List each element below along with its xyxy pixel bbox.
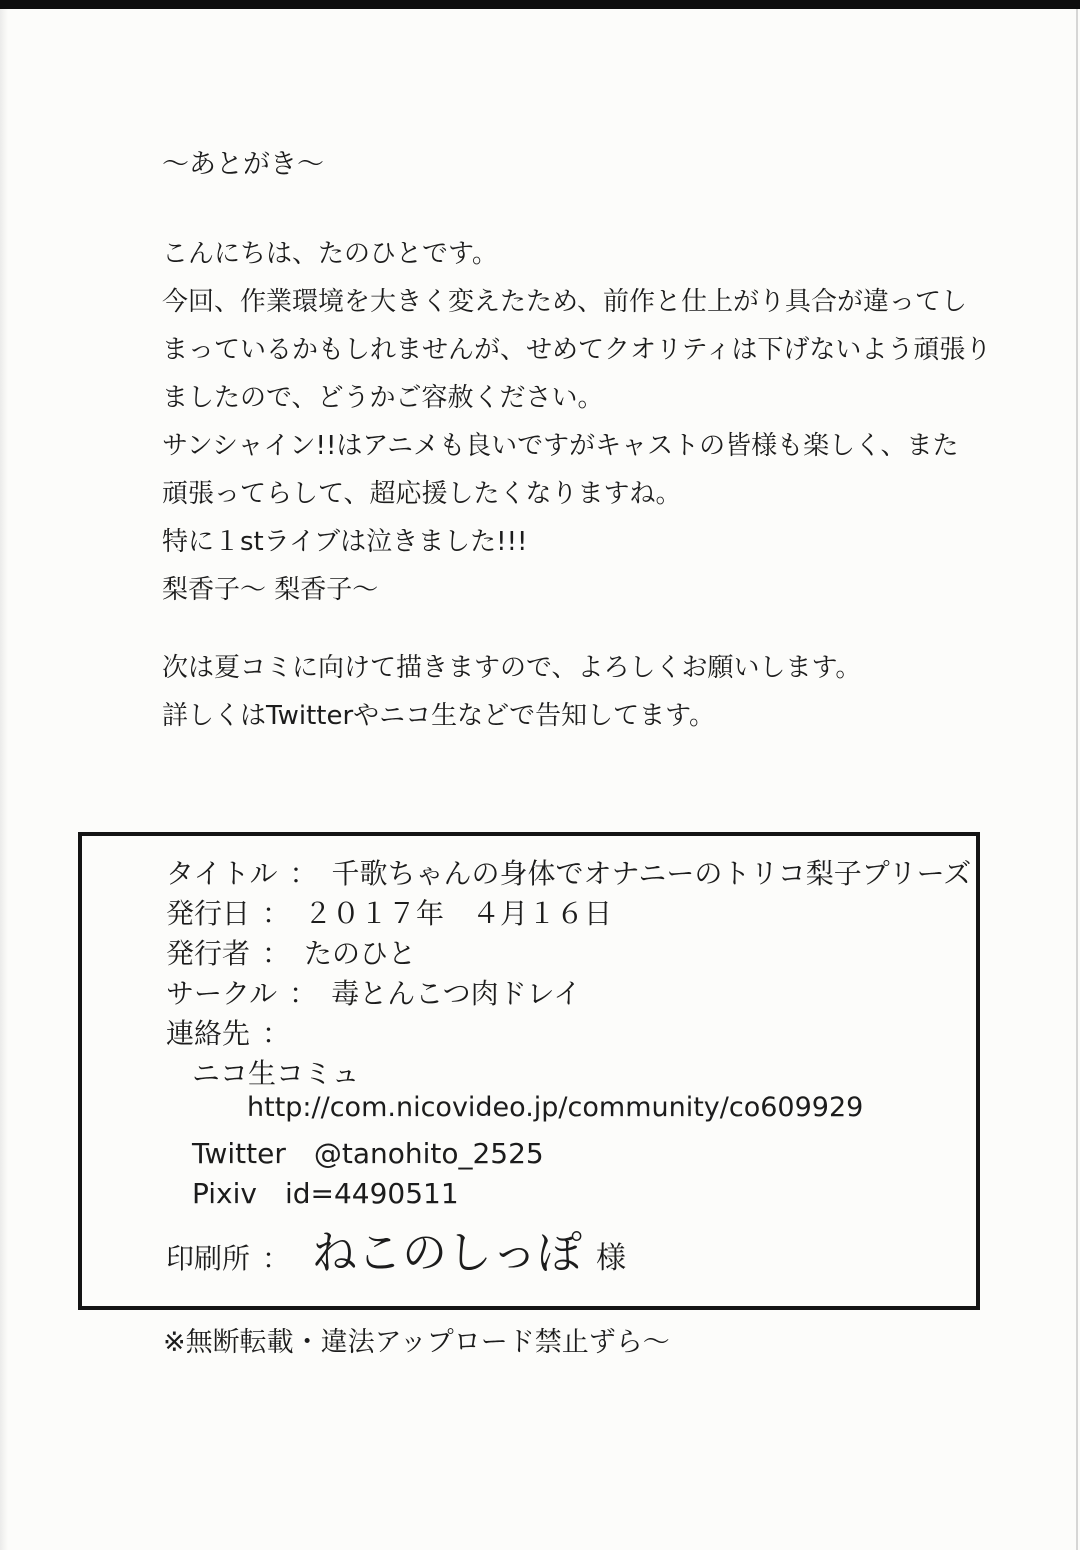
contact-community-url: http://com.nicovideo.jp/community/co609929 — [247, 1092, 864, 1123]
colophon-row-publisher — [166, 932, 976, 972]
contact-twitter: Twitter @tanohito_2525 — [192, 1137, 544, 1170]
colophon-label: 連絡先 — [166, 1017, 251, 1050]
printer-name: ねこのしっぽ — [312, 1226, 583, 1279]
printer-honorific: 様 — [596, 1241, 627, 1276]
afterword-closing — [162, 644, 861, 740]
afterword-line: 頑張ってらして、超応援したくなりますね。 — [162, 479, 682, 509]
afterword-line: ましたので、どうかご容赦ください。 — [162, 383, 604, 413]
colophon-separator: ： — [262, 937, 291, 970]
afterword-heading: ～あとがき～ — [162, 149, 324, 180]
colophon-label: 印刷所 — [166, 1242, 251, 1275]
scan-edge-left — [0, 9, 8, 1550]
colophon-box — [78, 832, 980, 1310]
colophon-separator: ： — [289, 977, 318, 1010]
colophon-value: 千歌ちゃんの身体でオナニーのトリコ梨子プリーズ — [331, 857, 972, 890]
colophon-value: たのひと — [304, 937, 417, 970]
footer-note: ※無断転載・違法アップロード禁止ずら～ — [163, 1327, 670, 1358]
afterword-line: まっているかもしれませんが、せめてクオリティは下げないよう頑張り — [162, 335, 992, 365]
colophon-label: 発行日 — [166, 897, 251, 930]
colophon-separator: ： — [262, 1017, 291, 1050]
closing-line: 詳しくはTwitterやニコ生などで告知してます。 — [162, 701, 716, 731]
colophon-value: 毒とんこつ肉ドレイ — [331, 977, 582, 1010]
colophon-separator: ： — [289, 857, 318, 890]
colophon-label: 発行者 — [166, 937, 251, 970]
contact-nicolive-community: ニコ生コミュ — [192, 1057, 360, 1090]
colophon-value: ２０１７年 ４月１６日 — [304, 897, 613, 930]
colophon-label: タイトル — [166, 857, 278, 890]
colophon-separator: ： — [262, 1242, 291, 1275]
afterword-line: サンシャイン!!はアニメも良いですがキャストの皆様も楽しく、また — [162, 431, 959, 461]
colophon-row-publish-date — [166, 892, 976, 932]
colophon-label: サークル — [166, 977, 278, 1010]
closing-line: 次は夏コミに向けて描きますので、よろしくお願いします。 — [162, 653, 862, 683]
colophon-row-printer — [166, 1216, 976, 1281]
scan-edge-right — [1076, 9, 1078, 1550]
colophon-row-contact — [166, 1012, 976, 1052]
colophon-row-circle — [166, 972, 976, 1012]
colophon-separator: ： — [262, 897, 291, 930]
scan-edge-top — [0, 0, 1080, 9]
afterword-line: こんにちは、たのひとです。 — [162, 239, 498, 269]
afterword-body — [162, 230, 991, 614]
afterword-line: 特に１stライブは泣きました!!! — [162, 527, 528, 557]
afterword-line: 今回、作業環境を大きく変えたため、前作と仕上がり具合が違ってし — [162, 287, 967, 317]
afterword-line: 梨香子～ 梨香子～ — [162, 575, 379, 605]
colophon-row-title — [166, 852, 976, 892]
contact-pixiv: Pixiv id=4490511 — [192, 1177, 459, 1210]
